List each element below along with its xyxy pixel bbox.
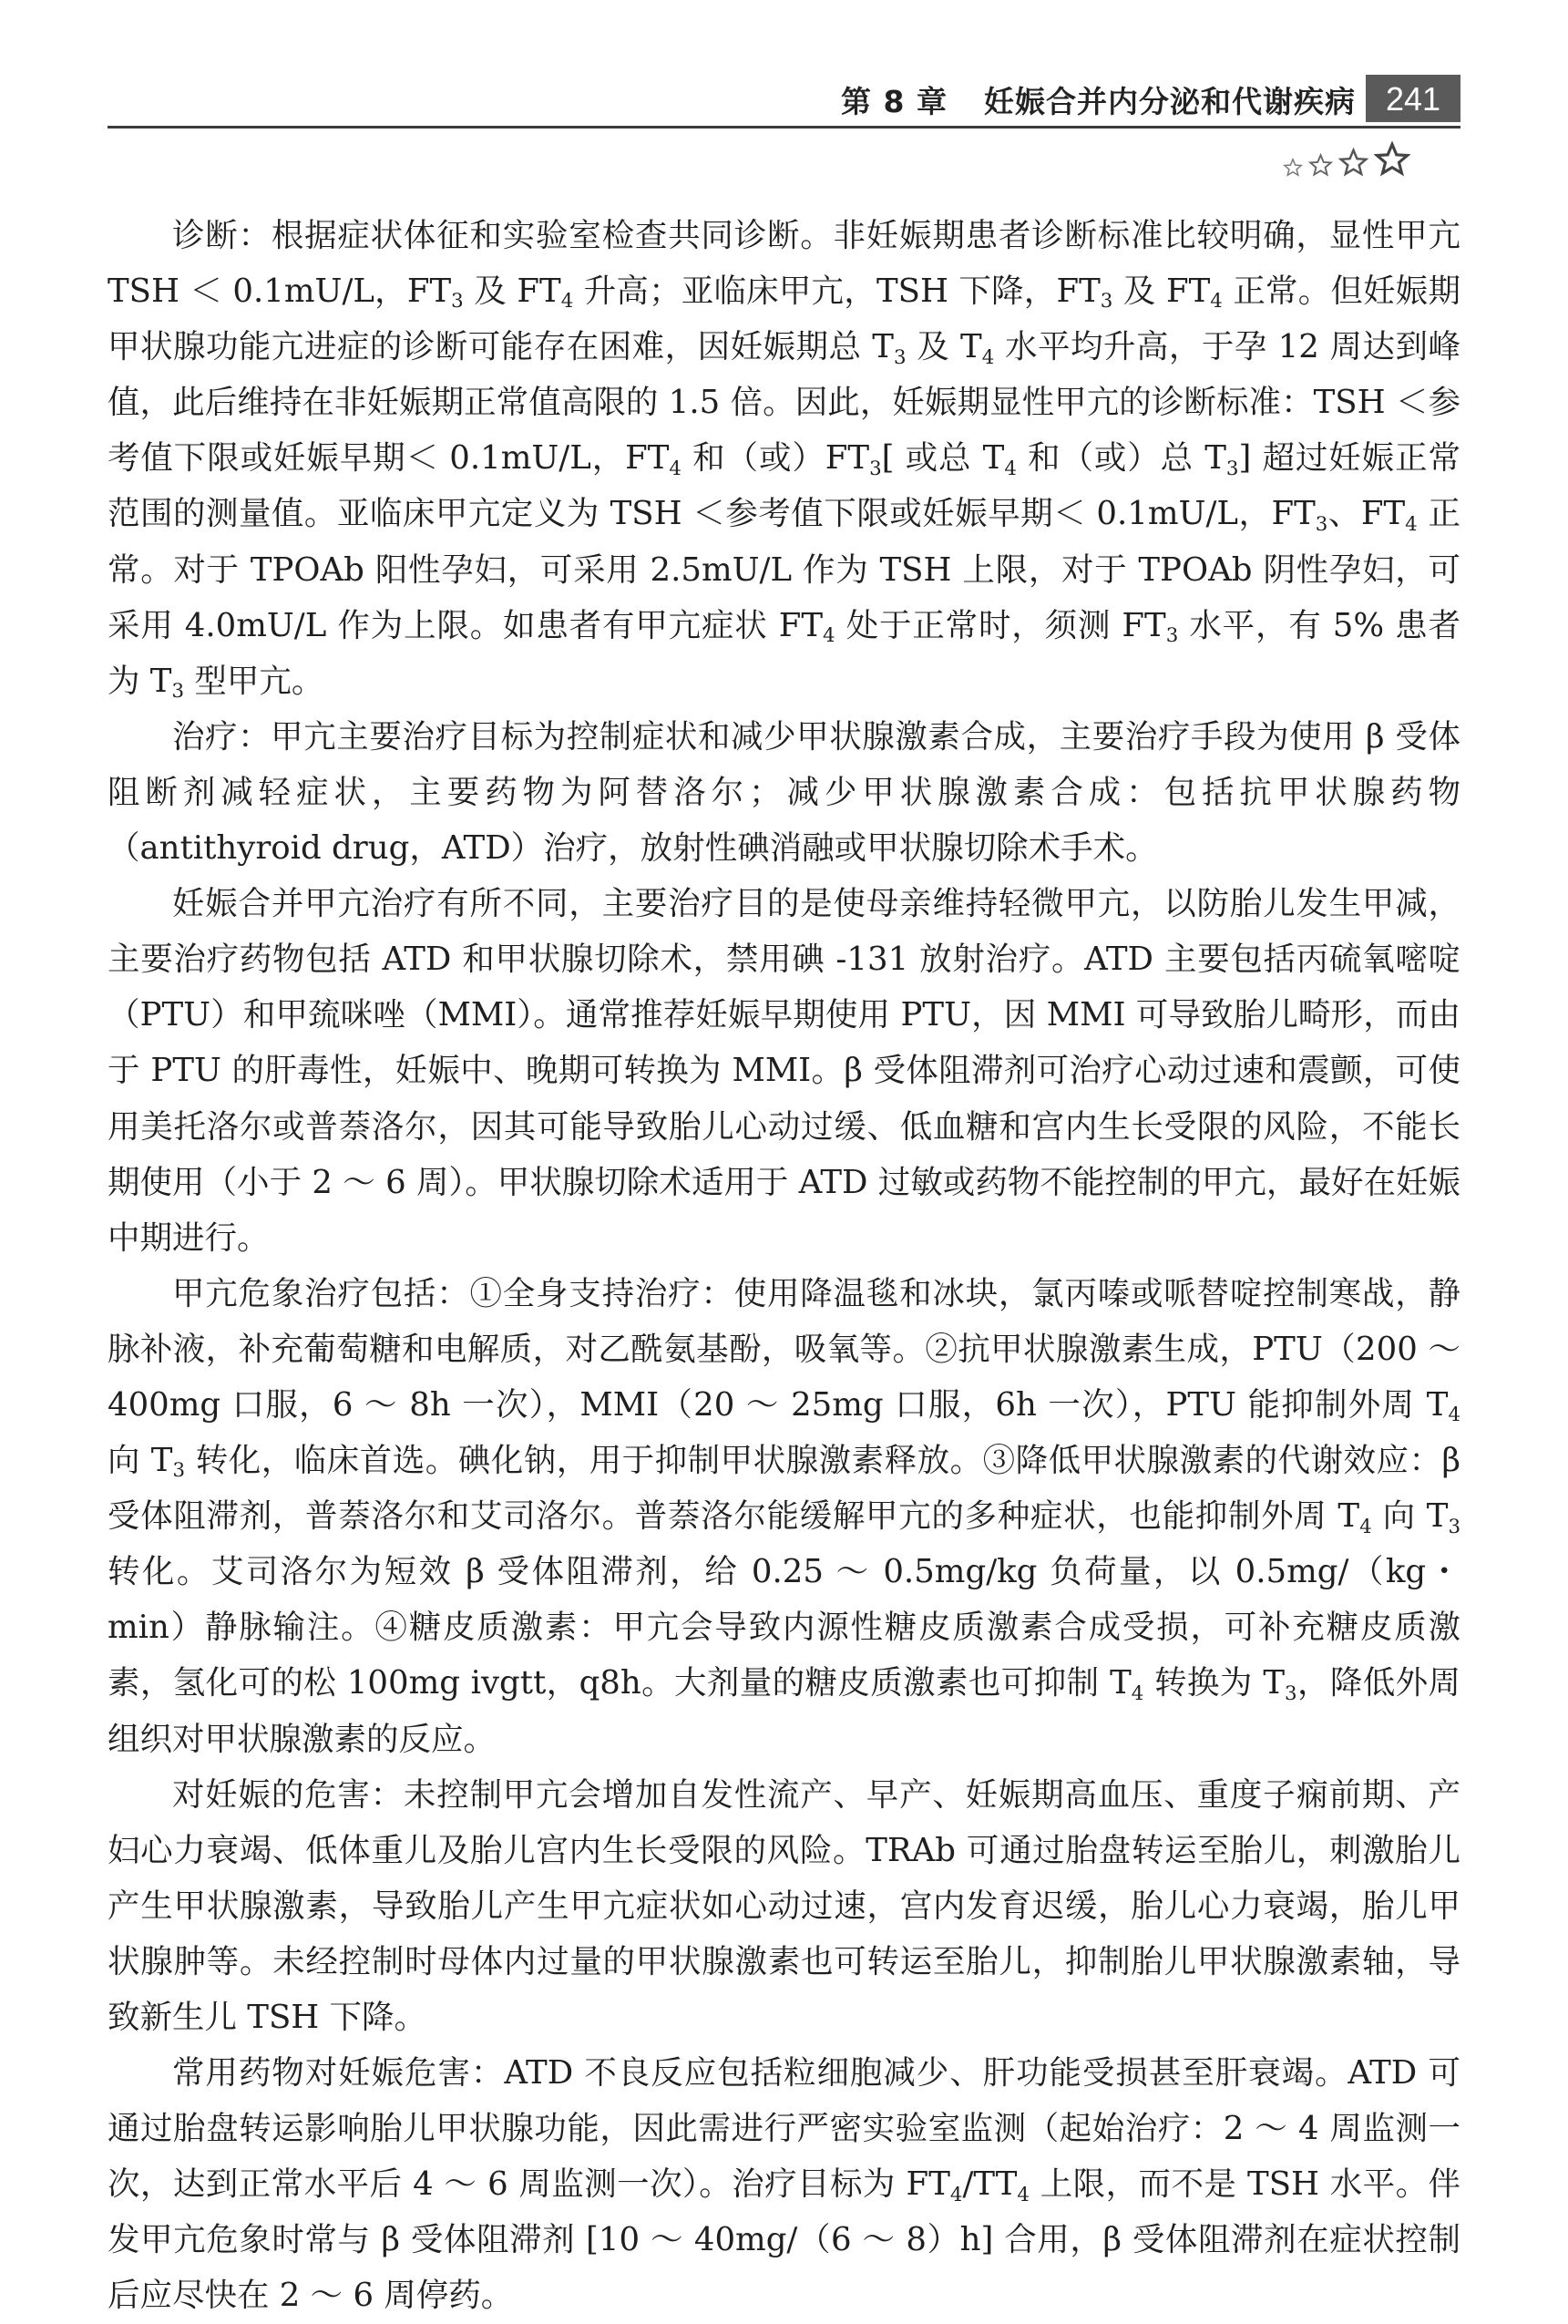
subscript: 3 [1448,1515,1461,1538]
text-run: 转化，临床首选。碘化钠，用于抑制甲状腺激素释放。③降低甲状腺激素的代谢效应：β 受体阻滞剂，普萘洛尔和艾司洛尔。普萘洛尔能缓解甲亢的多种症状，也能抑制外周 T [108,1442,1460,1536]
chapter-number: 第 8 章 [841,84,948,119]
paragraph [108,1767,1460,2045]
text-run: 妊娠合并甲亢治疗有所不同，主要治疗目的是使母亲维持轻微甲亢，以防胎儿发生甲减，主要治疗药物包括 ATD 和甲状腺切除术，禁用碘 -131 放射治疗。ATD 主要包括丙硫氧嘧啶（PTU）和甲巯咪唑（MMI）。通常推荐妊娠早期使用 PTU，因 MMI 可导致胎儿畸形，而由于 PTU 的肝毒性，妊娠中、晚期可转换为 MMI。β 受体阻滞剂可治疗心动过速和震颤，可使用美托洛尔或普萘洛尔，因其可能导致胎儿心动过缓、低血糖和宫内生长受限的风险，不能长期使用（小于 2 ～ 6 周）。甲状腺切除术适用于 ATD 过敏或药物不能控制的甲亢，最好在妊娠中期进行。 [108,885,1460,1257]
subscript: 4 [823,624,835,648]
text-run: 正常。对于 TPOAb 阳性孕妇，可采用 2.5mU/L 作为 TSH 上限，对于 TPOAb 阴性孕妇，可采用 4.0mU/L 作为上限。如患者有甲亢症状 FT [108,495,1460,644]
header-rule [108,126,1460,129]
text-run: 转换为 T [1143,1664,1286,1702]
subscript: 4 [1004,457,1017,480]
text-run: 转化。艾司洛尔为短效 β 受体阻滞剂，给 0.25 ～ 0.5mg/kg 负荷量，以 0.5mg/（kg・min）静脉输注。④糖皮质激素：甲亢会导致内源性糖皮质激素合成受损，可补充糖皮质激素，氢化可的松 100mg ivgtt，q8h。大剂量的糖皮质激素也可抑制 T [108,1553,1460,1702]
text-run: 向 T [1371,1497,1449,1536]
subscript: 3 [451,290,464,314]
paragraph [108,1266,1460,1767]
subscript: 3 [869,457,882,480]
text-run: 和（或）FT [681,439,870,478]
text-run: [ 或总 T [881,439,1005,478]
star-outline-icon [1283,158,1303,178]
text-run: 型甲亢。 [184,662,324,700]
text-run: 对妊娠的危害：未控制甲亢会增加自发性流产、早产、妊娠期高血压、重度子痫前期、产妇心力衰竭、低体重儿及胎儿宫内生长受限的风险。TRAb 可通过胎盘转运至胎儿，刺激胎儿产生甲状腺激素，导致胎儿产生甲亢症状如心动过速，宫内发育迟缓，胎儿心力衰竭，胎儿甲状腺肿等。未经控制时母体内过量的甲状腺激素也可转运至胎儿，抑制胎儿甲状腺激素轴，导致新生儿 TSH 下降。 [108,1775,1460,2036]
text-run: 、FT [1327,495,1406,533]
star-outline-icon [1308,153,1333,178]
text-run: 及 FT [463,273,561,311]
text-run: /TT [962,2165,1018,2204]
paragraph [108,2045,1460,2323]
subscript: 4 [1131,1681,1144,1705]
paragraph [108,876,1460,1266]
subscript: 4 [1359,1515,1372,1538]
subscript: 4 [1017,2183,1030,2206]
subscript: 4 [949,2183,963,2206]
text-run: 及 FT [1112,273,1211,311]
subscript: 3 [1225,457,1239,480]
text-run: 正常。但妊娠期甲状腺功能亢进症的诊断可能存在困难，因妊娠期总 T [108,273,1460,366]
text-run: 水平，有 5% 患者为 T [108,606,1460,700]
subscript: 3 [1165,624,1179,648]
text-run: 及 T [906,328,982,366]
subscript: 4 [669,457,682,480]
star-outline-icon [1374,141,1410,178]
text-run: 诊断：根据症状体征和实验室检查共同诊断。非妊娠期患者诊断标准比较明确，显性甲亢 TSH ＜ 0.1mU/L，FT [108,217,1460,311]
text-run: 水平均升高，于孕 12 周达到峰值，此后维持在非妊娠期正常值高限的 1.5 倍。因此，妊娠期显性甲亢的诊断标准：TSH ＜参考值下限或妊娠早期＜ 0.1mU/L，FT [108,328,1460,478]
star-outline-icon [1338,148,1368,178]
text-run: 和（或）总 T [1016,439,1226,478]
chapter-title: 妊娠合并内分泌和代谢疾病 [984,84,1356,119]
subscript: 4 [560,290,574,314]
subscript: 4 [1210,290,1223,314]
paragraph [108,709,1460,876]
subscript: 3 [171,680,185,704]
running-header [108,75,1460,129]
chapter-heading [841,78,1356,121]
text-run: 常用药物对妊娠危害：ATD 不良反应包括粒细胞减少、肝功能受损甚至肝衰竭。ATD 可通过胎盘转运影响胎儿甲状腺功能，因此需进行严密实验室监测（起始治疗：2 ～ 4 周监测一次，达到正常水平后 4 ～ 6 周监测一次）。治疗目标为 FT [108,2054,1460,2204]
text-run: 甲亢危象治疗包括：①全身支持治疗：使用降温毯和冰块，氯丙嗪或哌替啶控制寒战，静脉补液，补充葡萄糖和电解质，对乙酰氨基酚，吸氧等。②抗甲状腺激素生成，PTU（200 ～ 400mg 口服，6 ～ 8h 一次），MMI（20 ～ 25mg 口服，6h 一次），PTU 能抑制外周 T [108,1274,1460,1424]
text-run: 治疗：甲亢主要治疗目标为控制症状和减少甲状腺激素合成，主要治疗手段为使用 β 受体阻断剂减轻症状，主要药物为阿替洛尔；减少甲状腺激素合成：包括抗甲状腺药物（antithyroid drug，ATD）治疗，放射性碘消融或甲状腺切除术手术。 [108,717,1460,868]
text-run: 向 T [108,1442,173,1480]
subscript: 3 [1285,1681,1297,1705]
text-run: ，降低外周组织对甲状腺激素的反应。 [108,1664,1460,1758]
text-run: 升高；亚临床甲亢，TSH 下降，FT [573,273,1101,311]
subscript: 4 [1405,512,1418,536]
text-run: 上限，而不是 TSH 水平。伴发甲亢危象时常与 β 受体阻滞剂 [10 ～ 40mg/（6 ～ 8）h] 合用，β 受体阻滞剂在症状控制后应尽快在 2 ～ 6 周停药。 [108,2165,1461,2315]
text-run: 处于正常时，须测 FT [835,606,1166,644]
text-run: ] 超过妊娠正常范围的测量值。亚临床甲亢定义为 TSH ＜参考值下限或妊娠早期＜ 0.1mU/L，FT [108,439,1460,533]
subscript: 3 [172,1459,186,1483]
subscript: 4 [981,345,995,369]
page-number: 241 [1366,75,1460,122]
star-rating-decoration [1283,132,1410,178]
subscript: 3 [893,345,907,369]
subscript: 3 [1100,290,1113,314]
subscript: 3 [1315,512,1328,536]
paragraph [108,208,1460,709]
subscript: 4 [1448,1404,1460,1427]
body-text [108,208,1460,2324]
